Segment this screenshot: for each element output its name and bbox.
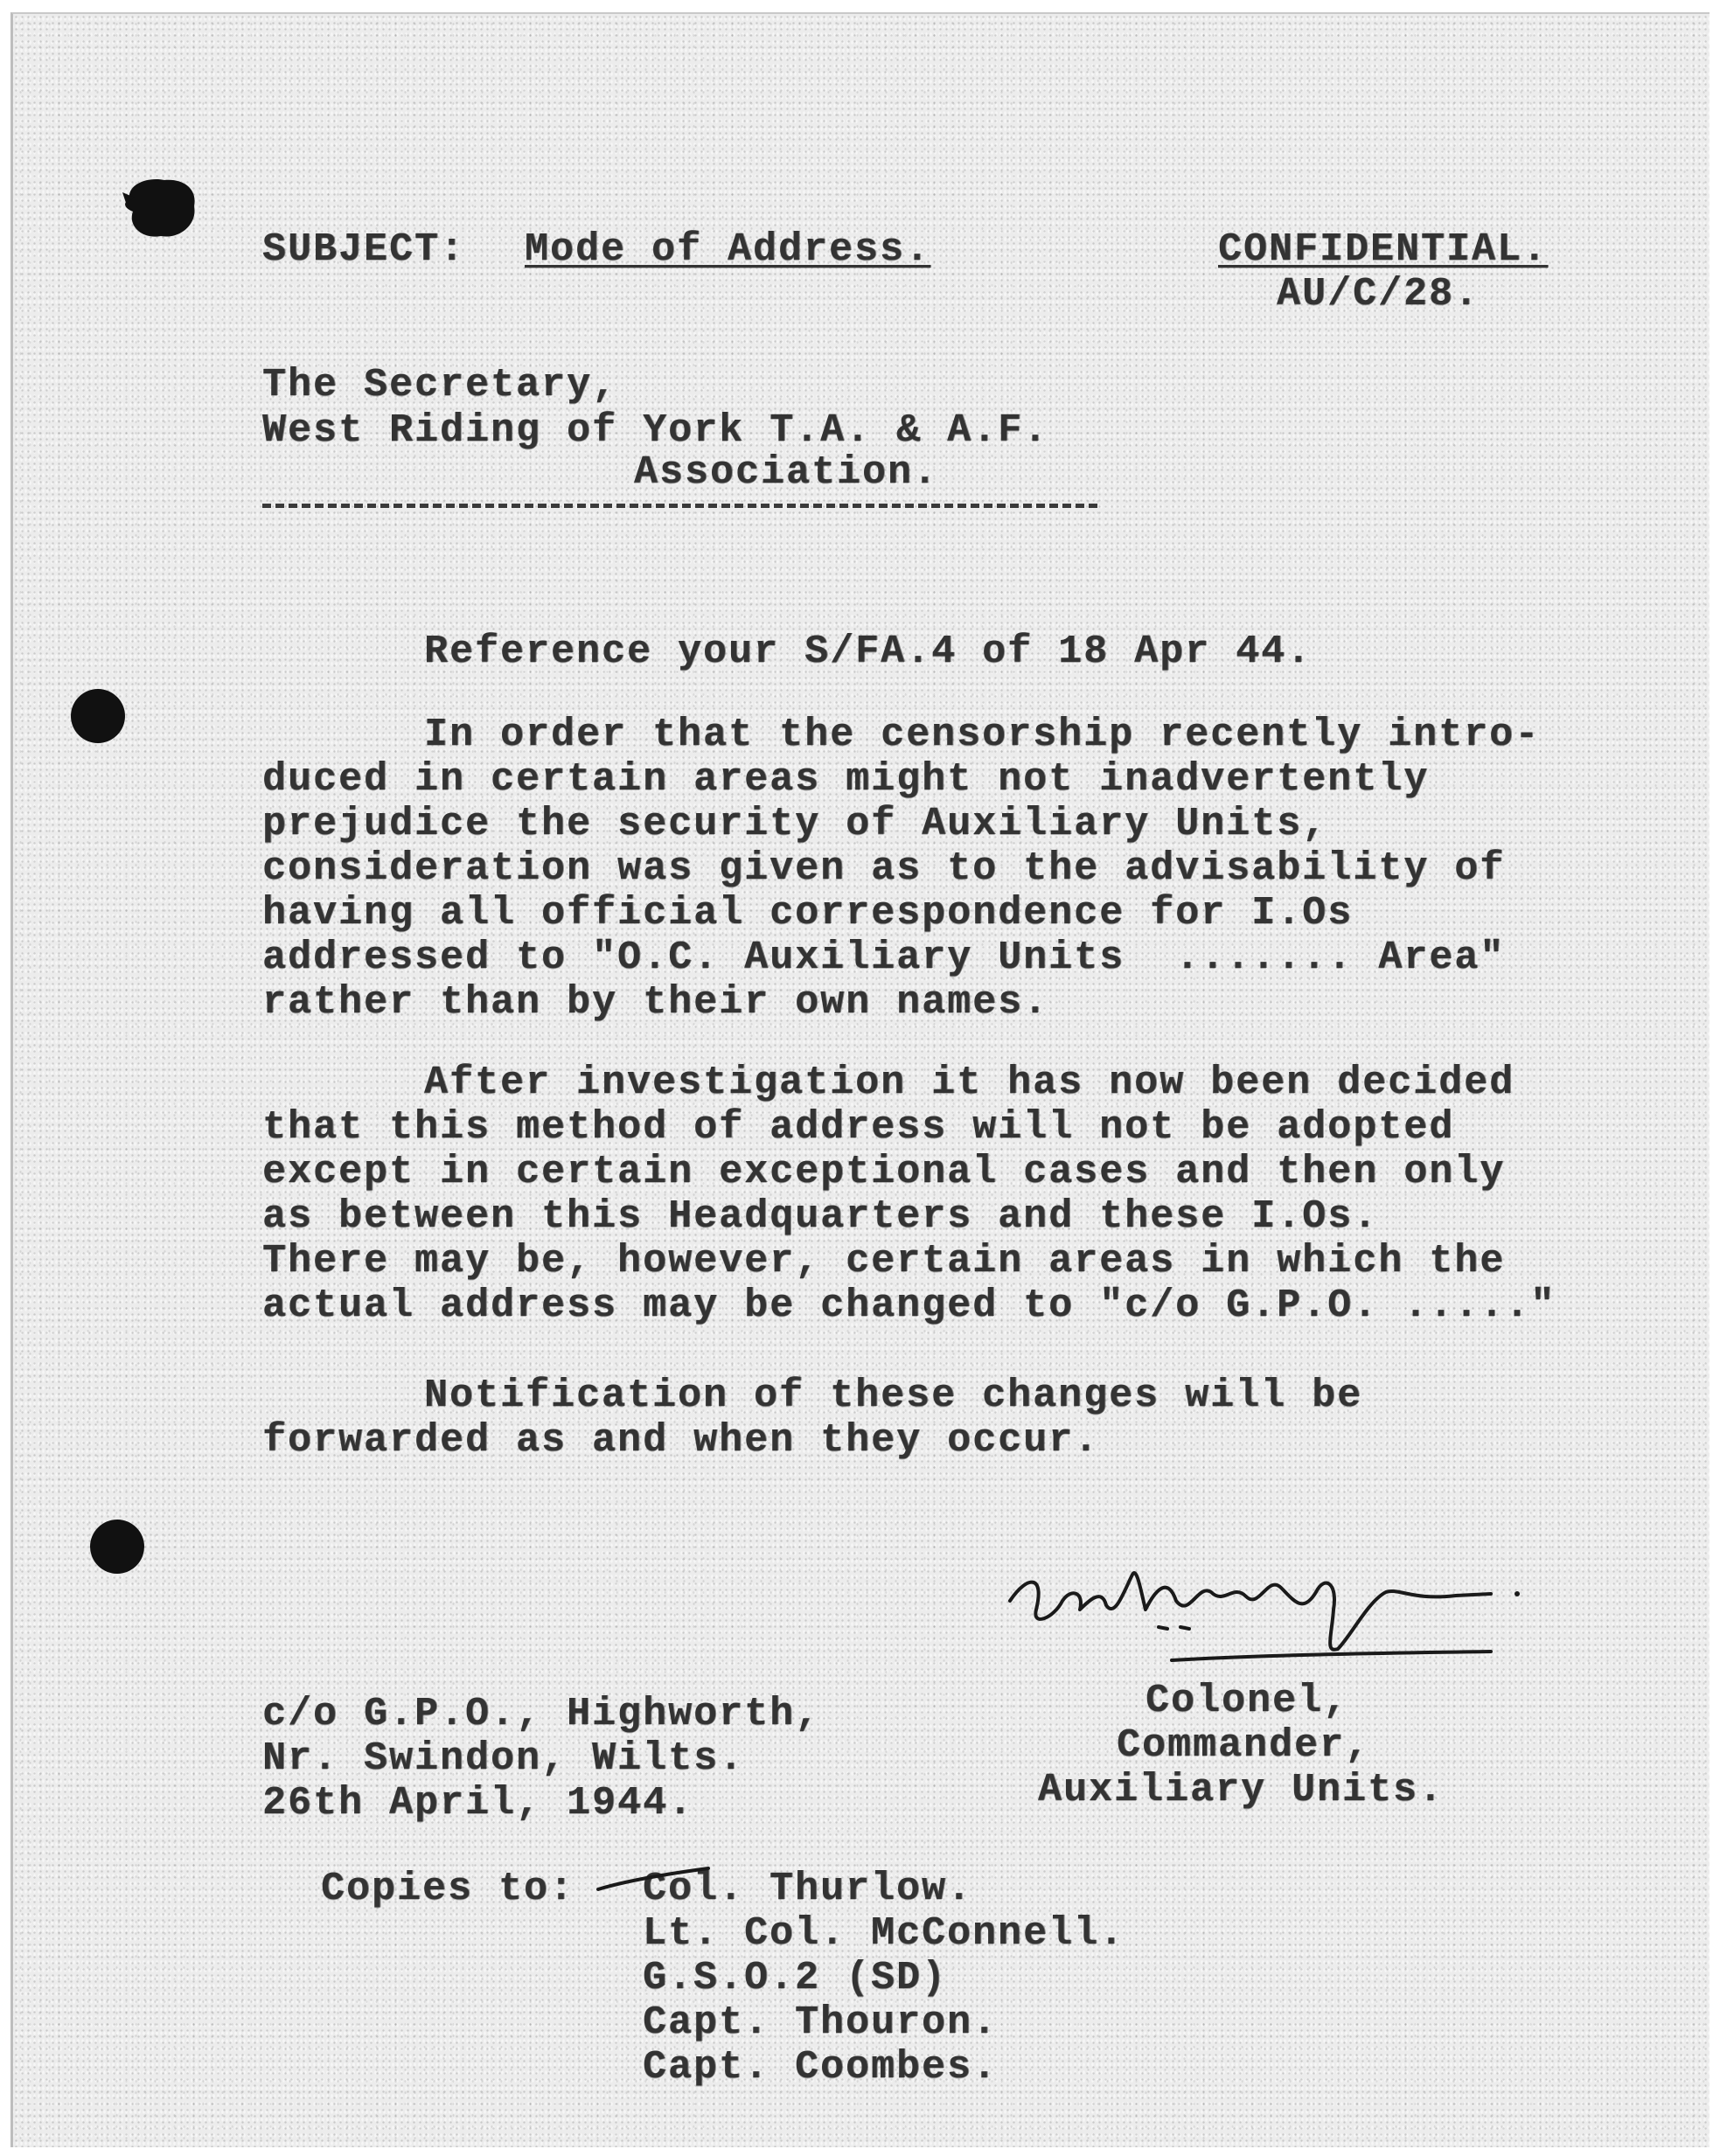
paragraph-3-line: Notification of these changes will be <box>424 1374 1363 1418</box>
paragraph-1-line: prejudice the security of Auxiliary Units, <box>262 802 1328 846</box>
addressee-line-3: Association. <box>634 450 939 495</box>
punch-hole-bottom <box>90 1520 144 1574</box>
dashed-divider <box>262 504 1097 508</box>
copies-recipient: G.S.O.2 (SD) <box>643 1956 948 2000</box>
sender-address-line-1: c/o G.P.O., Highworth, <box>262 1692 821 1736</box>
ink-blot-icon <box>122 173 201 243</box>
letter-date: 26th April, 1944. <box>262 1781 694 1826</box>
paragraph-1-line: rather than by their own names. <box>262 980 1049 1025</box>
paragraph-2-line: as between this Headquarters and these I.Os. <box>262 1194 1379 1239</box>
signature-icon <box>1001 1540 1526 1680</box>
paragraph-1-line: In order that the censorship recently intro- <box>424 713 1541 757</box>
paragraph-2-line: After investigation it has now been decided <box>424 1061 1515 1105</box>
paragraph-1-line: having all official correspondence for I.Os <box>262 891 1354 935</box>
signatory-title: Commander, <box>1117 1723 1371 1768</box>
signatory-unit: Auxiliary Units. <box>1038 1768 1445 1812</box>
reference-code: AU/C/28. <box>1277 272 1480 316</box>
addressee-line-2: West Riding of York T.A. & A.F. <box>262 408 1049 453</box>
copies-recipient: Capt. Thouron. <box>643 2000 999 2045</box>
addressee-line-1: The Secretary, <box>262 363 618 407</box>
paragraph-1-line: duced in certain areas might not inadvertently <box>262 757 1430 802</box>
paragraph-1-line: addressed to "O.C. Auxiliary Units ....... Area" <box>262 935 1506 980</box>
copies-label: Copies to: <box>321 1867 575 1911</box>
paragraph-2-line: except in certain exceptional cases and then only <box>262 1150 1506 1194</box>
document-page <box>10 12 1710 2147</box>
subject-value: Mode of Address. <box>525 227 931 272</box>
copies-recipient: Capt. Coombes. <box>643 2045 999 2090</box>
signatory-rank: Colonel, <box>1146 1679 1349 1723</box>
paragraph-2-line: There may be, however, certain areas in which the <box>262 1239 1506 1283</box>
reference-line: Reference your S/FA.4 of 18 Apr 44. <box>424 629 1313 674</box>
pen-strike-mark-icon <box>595 1863 717 1898</box>
punch-hole-top <box>71 689 125 743</box>
sender-address-line-2: Nr. Swindon, Wilts. <box>262 1736 745 1781</box>
copies-recipient: Lt. Col. McConnell. <box>643 1911 1125 1956</box>
paragraph-1-line: consideration was given as to the advisability of <box>262 846 1506 891</box>
classification-marking: CONFIDENTIAL. <box>1218 227 1549 272</box>
paragraph-2-line: that this method of address will not be adopted <box>262 1105 1455 1150</box>
paragraph-3-line: forwarded as and when they occur. <box>262 1418 1100 1463</box>
paragraph-2-line: actual address may be changed to "c/o G.P.O. ....." <box>262 1283 1556 1328</box>
copies-recipient: Col. Thurlow. <box>643 1867 973 1911</box>
subject-label: SUBJECT: <box>262 227 466 272</box>
